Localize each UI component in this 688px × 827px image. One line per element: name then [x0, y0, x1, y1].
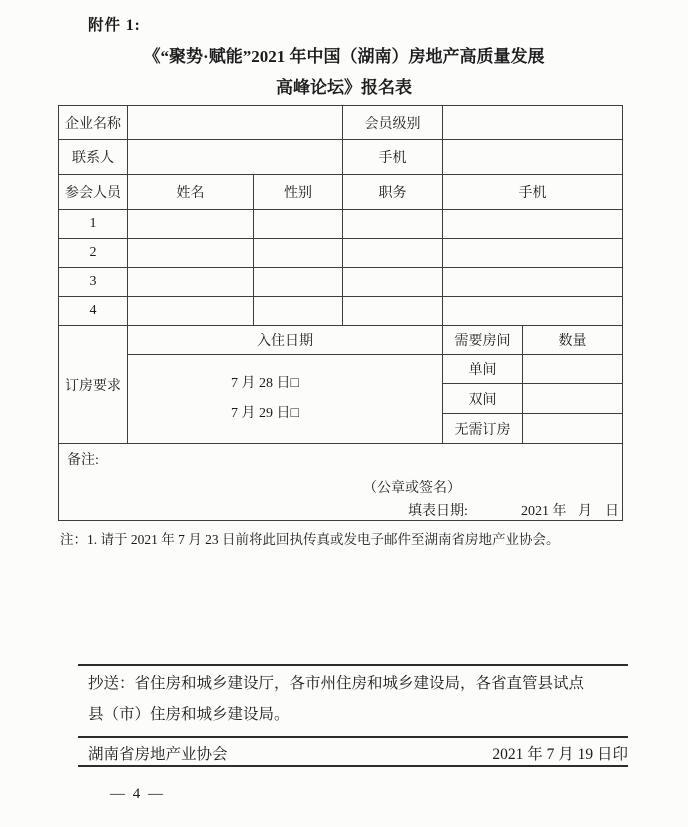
mobile-cell [443, 210, 623, 239]
fill-date-label: 填表日期: [408, 504, 468, 519]
member-level-input-cell [443, 106, 623, 140]
column-position: 职务 [343, 175, 443, 210]
cc-line-1: 抄送：省住房和城乡建设厅，各市州住房和城乡建设局，各省直管县试点 [88, 675, 585, 692]
gender-cell [254, 268, 343, 297]
print-date: 2021 年 7 月 19 日印 [492, 746, 628, 763]
contact-label: 联系人 [59, 140, 128, 175]
footnote: 注：1. 请于 2021 年 7 月 23 日前将此回执传真或发电子邮件至湖南省房地产业协会。 [60, 532, 560, 547]
fill-date-year: 2021 年 [521, 504, 567, 519]
name-cell [128, 297, 254, 326]
contact-input-cell [128, 140, 343, 175]
checkin-date-header: 入住日期 [128, 326, 443, 355]
attendees-label: 参会人员 [59, 175, 128, 210]
room-single-qty-cell [523, 355, 623, 384]
mobile-cell [443, 297, 623, 326]
name-cell [128, 268, 254, 297]
gender-cell [254, 297, 343, 326]
fill-date-day: 日 [605, 504, 619, 519]
checkbox-icon: □ [290, 376, 299, 391]
mobile-cell [443, 239, 623, 268]
room-none-label: 无需订房 [443, 414, 523, 444]
room-double-qty-cell [523, 384, 623, 414]
title-line-2: 高峰论坛》报名表 [276, 78, 412, 97]
attendee-header-row [59, 175, 623, 210]
position-cell [343, 268, 443, 297]
attendee-row-2 [59, 239, 623, 268]
attendee-row-3 [59, 268, 623, 297]
position-cell [343, 239, 443, 268]
name-cell [128, 239, 254, 268]
company-input-cell [128, 106, 343, 140]
room-none-qty-cell [523, 414, 623, 444]
row-number: 4 [59, 297, 128, 326]
document-title [0, 41, 688, 103]
title-line-1: 《“聚势·赋能”2021 年中国（湖南）房地产高质量发展 [143, 47, 545, 66]
seal-signature-label: （公章或签名） [363, 481, 461, 496]
checkin-date-option-2 [128, 399, 423, 429]
footer-divider-top [78, 664, 628, 666]
registration-table [58, 105, 623, 521]
remarks-row [59, 444, 623, 521]
attachment-label: 附件 1: [88, 17, 141, 34]
remarks-label: 备注: [67, 453, 99, 468]
position-cell [343, 210, 443, 239]
footer-divider-middle [78, 736, 628, 738]
cc-line-2: 县（市）住房和城乡建设局。 [88, 706, 290, 723]
checkbox-icon: □ [290, 406, 299, 421]
quantity-header: 数量 [523, 326, 623, 355]
footer-divider-bottom [78, 765, 628, 767]
column-name: 姓名 [128, 175, 254, 210]
attendee-row-1 [59, 210, 623, 239]
fill-date-month: 月 [578, 504, 592, 519]
mobile-cell [443, 268, 623, 297]
contact-mobile-input-cell [443, 140, 623, 175]
checkin-date-option-1 [128, 369, 423, 399]
row-number: 1 [59, 210, 128, 239]
name-cell [128, 210, 254, 239]
gender-cell [254, 210, 343, 239]
contact-row [59, 140, 623, 175]
company-label: 企业名称 [59, 106, 128, 140]
room-double-label: 双间 [443, 384, 523, 414]
company-row [59, 106, 623, 140]
booking-label: 订房要求 [59, 326, 128, 444]
date-option-label: 7 月 28 日 [231, 376, 291, 391]
row-number: 3 [59, 268, 128, 297]
issuer-name: 湖南省房地产业协会 [88, 746, 228, 763]
booking-row-single [59, 355, 623, 384]
room-type-header: 需要房间 [443, 326, 523, 355]
date-option-label: 7 月 29 日 [231, 406, 291, 421]
checkin-dates-cell [128, 355, 443, 444]
page-number: — 4 — [110, 786, 165, 802]
contact-mobile-label: 手机 [343, 140, 443, 175]
issuer-row [88, 742, 628, 764]
booking-header-row [59, 326, 623, 355]
attendee-row-4 [59, 297, 623, 326]
member-level-label: 会员级别 [343, 106, 443, 140]
row-number: 2 [59, 239, 128, 268]
room-single-label: 单间 [443, 355, 523, 384]
column-gender: 性别 [254, 175, 343, 210]
gender-cell [254, 239, 343, 268]
position-cell [343, 297, 443, 326]
remarks-cell [59, 444, 623, 521]
column-mobile: 手机 [443, 175, 623, 210]
